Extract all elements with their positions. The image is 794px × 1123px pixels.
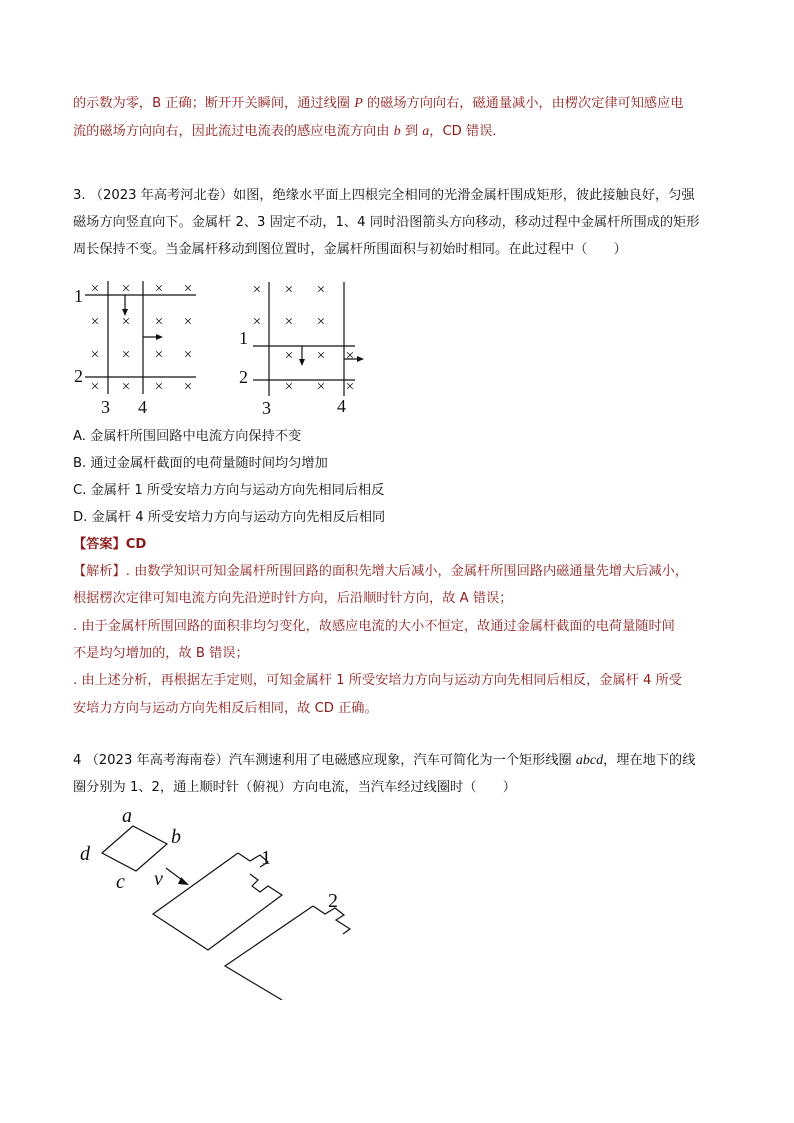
q3-analysis-line-4: 不是均匀增加的，故 B 错误； xyxy=(73,646,249,661)
label-coil-1: 1 xyxy=(261,847,271,869)
q3-analysis-line-2: 根据楞次定律可知电流方向先沿逆时针方向，后沿顺时针方向，故 A 错误； xyxy=(73,591,513,606)
q3-option-a: A. 金属杆所围回路中电流方向保持不变 xyxy=(73,429,302,444)
q3-stem-line-3: 周长保持不变。当金属杆移动到图位置时，金属杆所围面积与初始时相同。在此过程中（ ） xyxy=(73,242,627,257)
field-cross: × xyxy=(284,314,294,330)
left-label-2: 2 xyxy=(74,366,83,386)
field-cross: × xyxy=(121,347,131,363)
field-cross: × xyxy=(90,347,100,363)
left-label-4: 4 xyxy=(138,397,147,416)
q3-answer: 【答案】CD xyxy=(73,537,147,552)
field-cross: × xyxy=(252,282,262,298)
label-b: b xyxy=(171,826,181,848)
field-cross: × xyxy=(252,314,262,330)
q3-stem-line-2: 磁场方向竖直向下。金属杆 2、3 固定不动，1、4 同时沿图箭头方向移动，移动过程中金属杆所围成的矩形 xyxy=(73,215,700,230)
q4-stem-line-2: 圈分别为 1、2，通上顺时针（俯视）方向电流，当汽车经过线圈时（ ） xyxy=(73,780,516,795)
field-cross: × xyxy=(345,379,355,395)
field-cross: × xyxy=(284,348,294,364)
field-cross: × xyxy=(90,314,100,330)
field-cross: × xyxy=(183,347,193,363)
field-cross: × xyxy=(284,379,294,395)
field-cross: × xyxy=(316,282,326,298)
field-cross: × xyxy=(183,281,193,297)
field-cross: × xyxy=(154,314,164,330)
label-a: a xyxy=(122,805,132,827)
right-label-3: 3 xyxy=(262,398,271,416)
q3-option-b: B. 通过金属杆截面的电荷量随时间均匀增加 xyxy=(73,456,328,471)
q3-figure xyxy=(70,276,370,416)
field-cross: × xyxy=(284,282,294,298)
q3-option-c: C. 金属杆 1 所受安培力方向与运动方向先相同后相反 xyxy=(73,483,385,498)
field-cross: × xyxy=(154,379,164,395)
field-cross: × xyxy=(316,348,326,364)
label-v: v xyxy=(154,868,163,890)
prev-answer-line-2: 流的磁场方向向右，因此流过电流表的感应电流方向由 b 到 a，CD 错误． xyxy=(73,124,506,139)
q3-analysis-line-1: 【解析】. 由数学知识可知金属杆所围回路的面积先增大后减小，金属杆所围回路内磁通量先增大后减小， xyxy=(73,564,689,579)
q3-stem-line-1: 3. （2023 年高考河北卷）如图，绝缘水平面上四根完全相同的光滑金属杆围成矩形，彼此接触良好，匀强 xyxy=(73,188,695,203)
right-label-1: 1 xyxy=(239,328,248,348)
q4-stem-line-1: 4 （2023 年高考海南卷）汽车测速利用了电磁感应现象，汽车可简化为一个矩形线圈 abcd，埋在地下的线 xyxy=(73,753,696,768)
field-cross: × xyxy=(154,347,164,363)
field-cross: × xyxy=(90,281,100,297)
field-cross: × xyxy=(316,314,326,330)
q3-analysis-line-3: . 由于金属杆所围回路的面积非均匀变化，故感应电流的大小不恒定，故通过金属杆截面的电荷量随时间 xyxy=(73,619,675,634)
q4-coil-figure xyxy=(70,800,370,1000)
label-d: d xyxy=(80,843,90,865)
left-label-1: 1 xyxy=(74,286,83,306)
field-cross: × xyxy=(121,281,131,297)
field-cross: × xyxy=(121,379,131,395)
field-cross: × xyxy=(121,314,131,330)
right-label-4: 4 xyxy=(337,396,346,416)
field-cross: × xyxy=(183,314,193,330)
field-cross: × xyxy=(316,379,326,395)
prev-answer-line-1: 的示数为零，B 正确；断开开关瞬间，通过线圈 P 的磁场方向向右，磁通量减小，由楞次定律可知感应电 xyxy=(73,96,684,111)
field-cross: × xyxy=(90,379,100,395)
q3-analysis-line-5: . 由上述分析，再根据左手定则，可知金属杆 1 所受安培力方向与运动方向先相同后相反，金属杆 4 所受 xyxy=(73,673,682,688)
field-cross: × xyxy=(154,281,164,297)
q3-analysis-line-6: 安培力方向与运动方向先相反后相同，故 CD 正确。 xyxy=(73,701,378,716)
q3-option-d: D. 金属杆 4 所受安培力方向与运动方向先相反后相同 xyxy=(73,510,386,525)
field-cross: × xyxy=(345,348,355,364)
left-label-3: 3 xyxy=(101,397,110,416)
right-label-2: 2 xyxy=(239,367,248,387)
field-cross: × xyxy=(183,379,193,395)
label-c: c xyxy=(116,871,125,893)
label-coil-2: 2 xyxy=(328,890,338,912)
